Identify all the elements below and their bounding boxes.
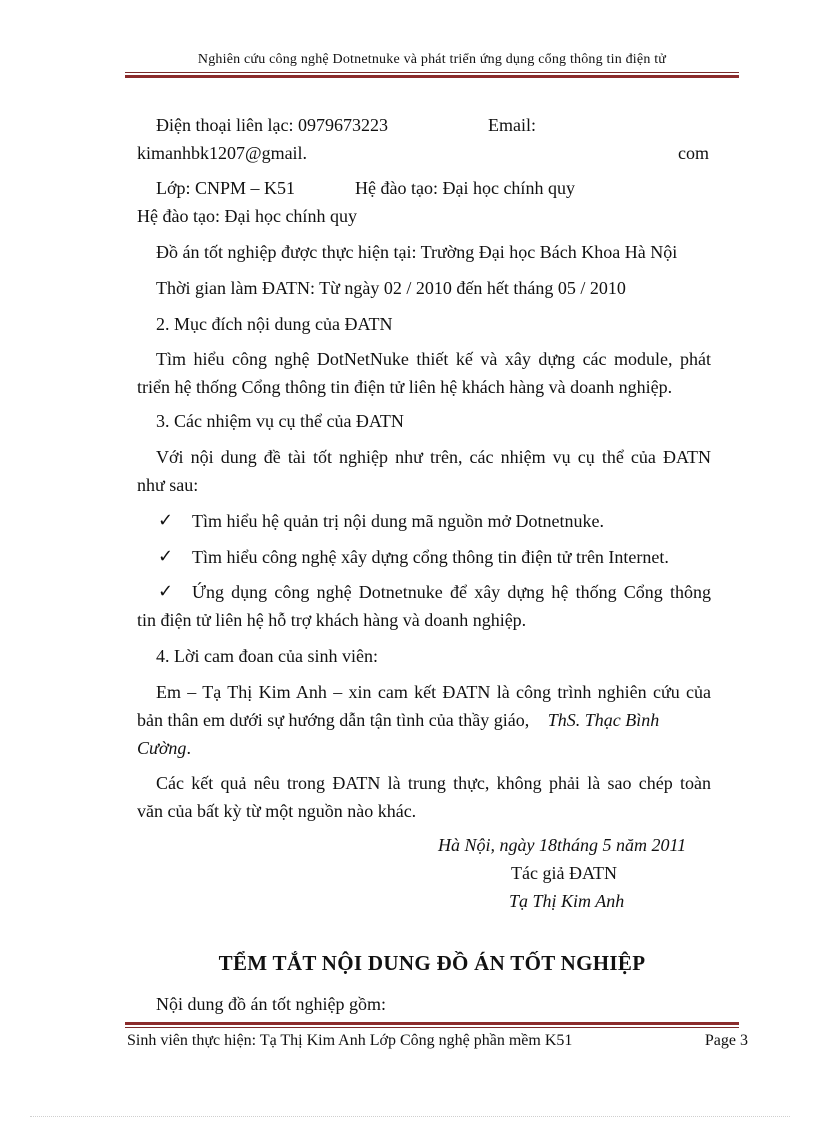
section3-heading: 3. Các nhiệm vụ cụ thể của ĐATN	[156, 411, 404, 431]
pledge-line3-period: .	[186, 738, 191, 758]
header-rule-thick	[125, 75, 739, 78]
pledge-para2-line1: Các kết quả nêu trong ĐATN là trung thực, không phải là sao chép toàn	[156, 773, 711, 793]
training-text-2: Hệ đào tạo: Đại học chính quy	[137, 206, 357, 226]
section3-intro1: Với nội dung đề tài tốt nghiệp như trên, các nhiệm vụ cụ thể của ĐATN	[156, 447, 711, 467]
class-text: Lớp: CNPM – K51	[156, 178, 296, 198]
pledge-line2	[137, 709, 659, 731]
task-item-3-line1: Ứng dụng công nghệ Dotnetnuke để xây dựng hệ thống Cổng thông	[192, 582, 711, 602]
location-text: Đồ án tốt nghiệp được thực hiện tại: Trường Đại học Bách Khoa Hà Nội	[156, 242, 678, 262]
task-item-2: Tìm hiểu công nghệ xây dựng cổng thông tin điện tử trên Internet.	[192, 547, 669, 567]
section2-line2: triển hệ thống Cổng thông tin điện tử liên hệ khách hàng và doanh nghiệp.	[137, 377, 673, 397]
email-user: kimanhbk1207@gmail.	[137, 143, 308, 163]
footer-page-number: Page 3	[704, 1032, 748, 1049]
section2-line1: Tìm hiểu công nghệ DotNetNuke thiết kế và xây dựng các module, phát	[156, 349, 711, 369]
signature-place-date: Hà Nội, ngày 18tháng 5 năm 2011	[438, 835, 687, 855]
training-text: Hệ đào tạo: Đại học chính quy	[355, 178, 575, 198]
pledge-line3	[137, 737, 191, 759]
footer-author: Sinh viên thực hiện: Tạ Thị Kim Anh Lớp Công nghệ phần mềm K51	[127, 1032, 573, 1049]
check-icon: ✓	[158, 546, 174, 567]
summary-first-line: Nội dung đồ án tốt nghiệp gồm:	[156, 994, 386, 1014]
check-icon: ✓	[158, 581, 174, 602]
phone-text: Điện thoại liên lạc: 0979673223	[156, 115, 388, 135]
section3-intro2: như sau:	[137, 475, 199, 495]
summary-title: TỂM TẮT NỘI DUNG ĐỒ ÁN TỐT NGHIỆP	[218, 951, 646, 975]
pledge-line2-text: bản thân em dưới sự hướng dẫn tận tình của thầy giáo,	[137, 710, 530, 730]
email-domain: com	[678, 143, 709, 163]
pledge-line1: Em – Tạ Thị Kim Anh – xin cam kết ĐATN là công trình nghiên cứu của	[156, 682, 711, 702]
task-item-1: Tìm hiểu hệ quản trị nội dung mã nguồn mở Dotnetnuke.	[192, 511, 604, 531]
page-bottom-divider	[30, 1116, 790, 1117]
advisor-name: ThS. Thạc Bình	[547, 710, 660, 730]
pledge-para2-line2: văn của bất kỳ từ một nguồn nào khác.	[137, 801, 417, 821]
page-header-title: Nghiên cứu công nghệ Dotnetnuke và phát triển ứng dụng cổng thông tin điện tử	[197, 52, 667, 67]
email-label: Email:	[488, 115, 536, 135]
check-icon: ✓	[158, 510, 174, 531]
duration-text: Thời gian làm ĐATN: Từ ngày 02 / 2010 đến hết tháng 05 / 2010	[156, 278, 626, 298]
section4-heading: 4. Lời cam đoan của sinh viên:	[156, 646, 378, 666]
section2-heading: 2. Mục đích nội dung của ĐATN	[156, 314, 393, 334]
signature-role: Tác giả ĐATN	[511, 863, 617, 883]
task-item-3-line2: tin điện tử liên hệ hỗ trợ khách hàng và doanh nghiệp.	[137, 610, 527, 630]
header-rule-thin	[125, 72, 739, 73]
signature-name: Tạ Thị Kim Anh	[509, 891, 625, 911]
footer-rule-thin	[125, 1027, 739, 1028]
advisor-name-cont: Cường	[137, 738, 187, 758]
footer-rule-thick	[125, 1022, 739, 1025]
